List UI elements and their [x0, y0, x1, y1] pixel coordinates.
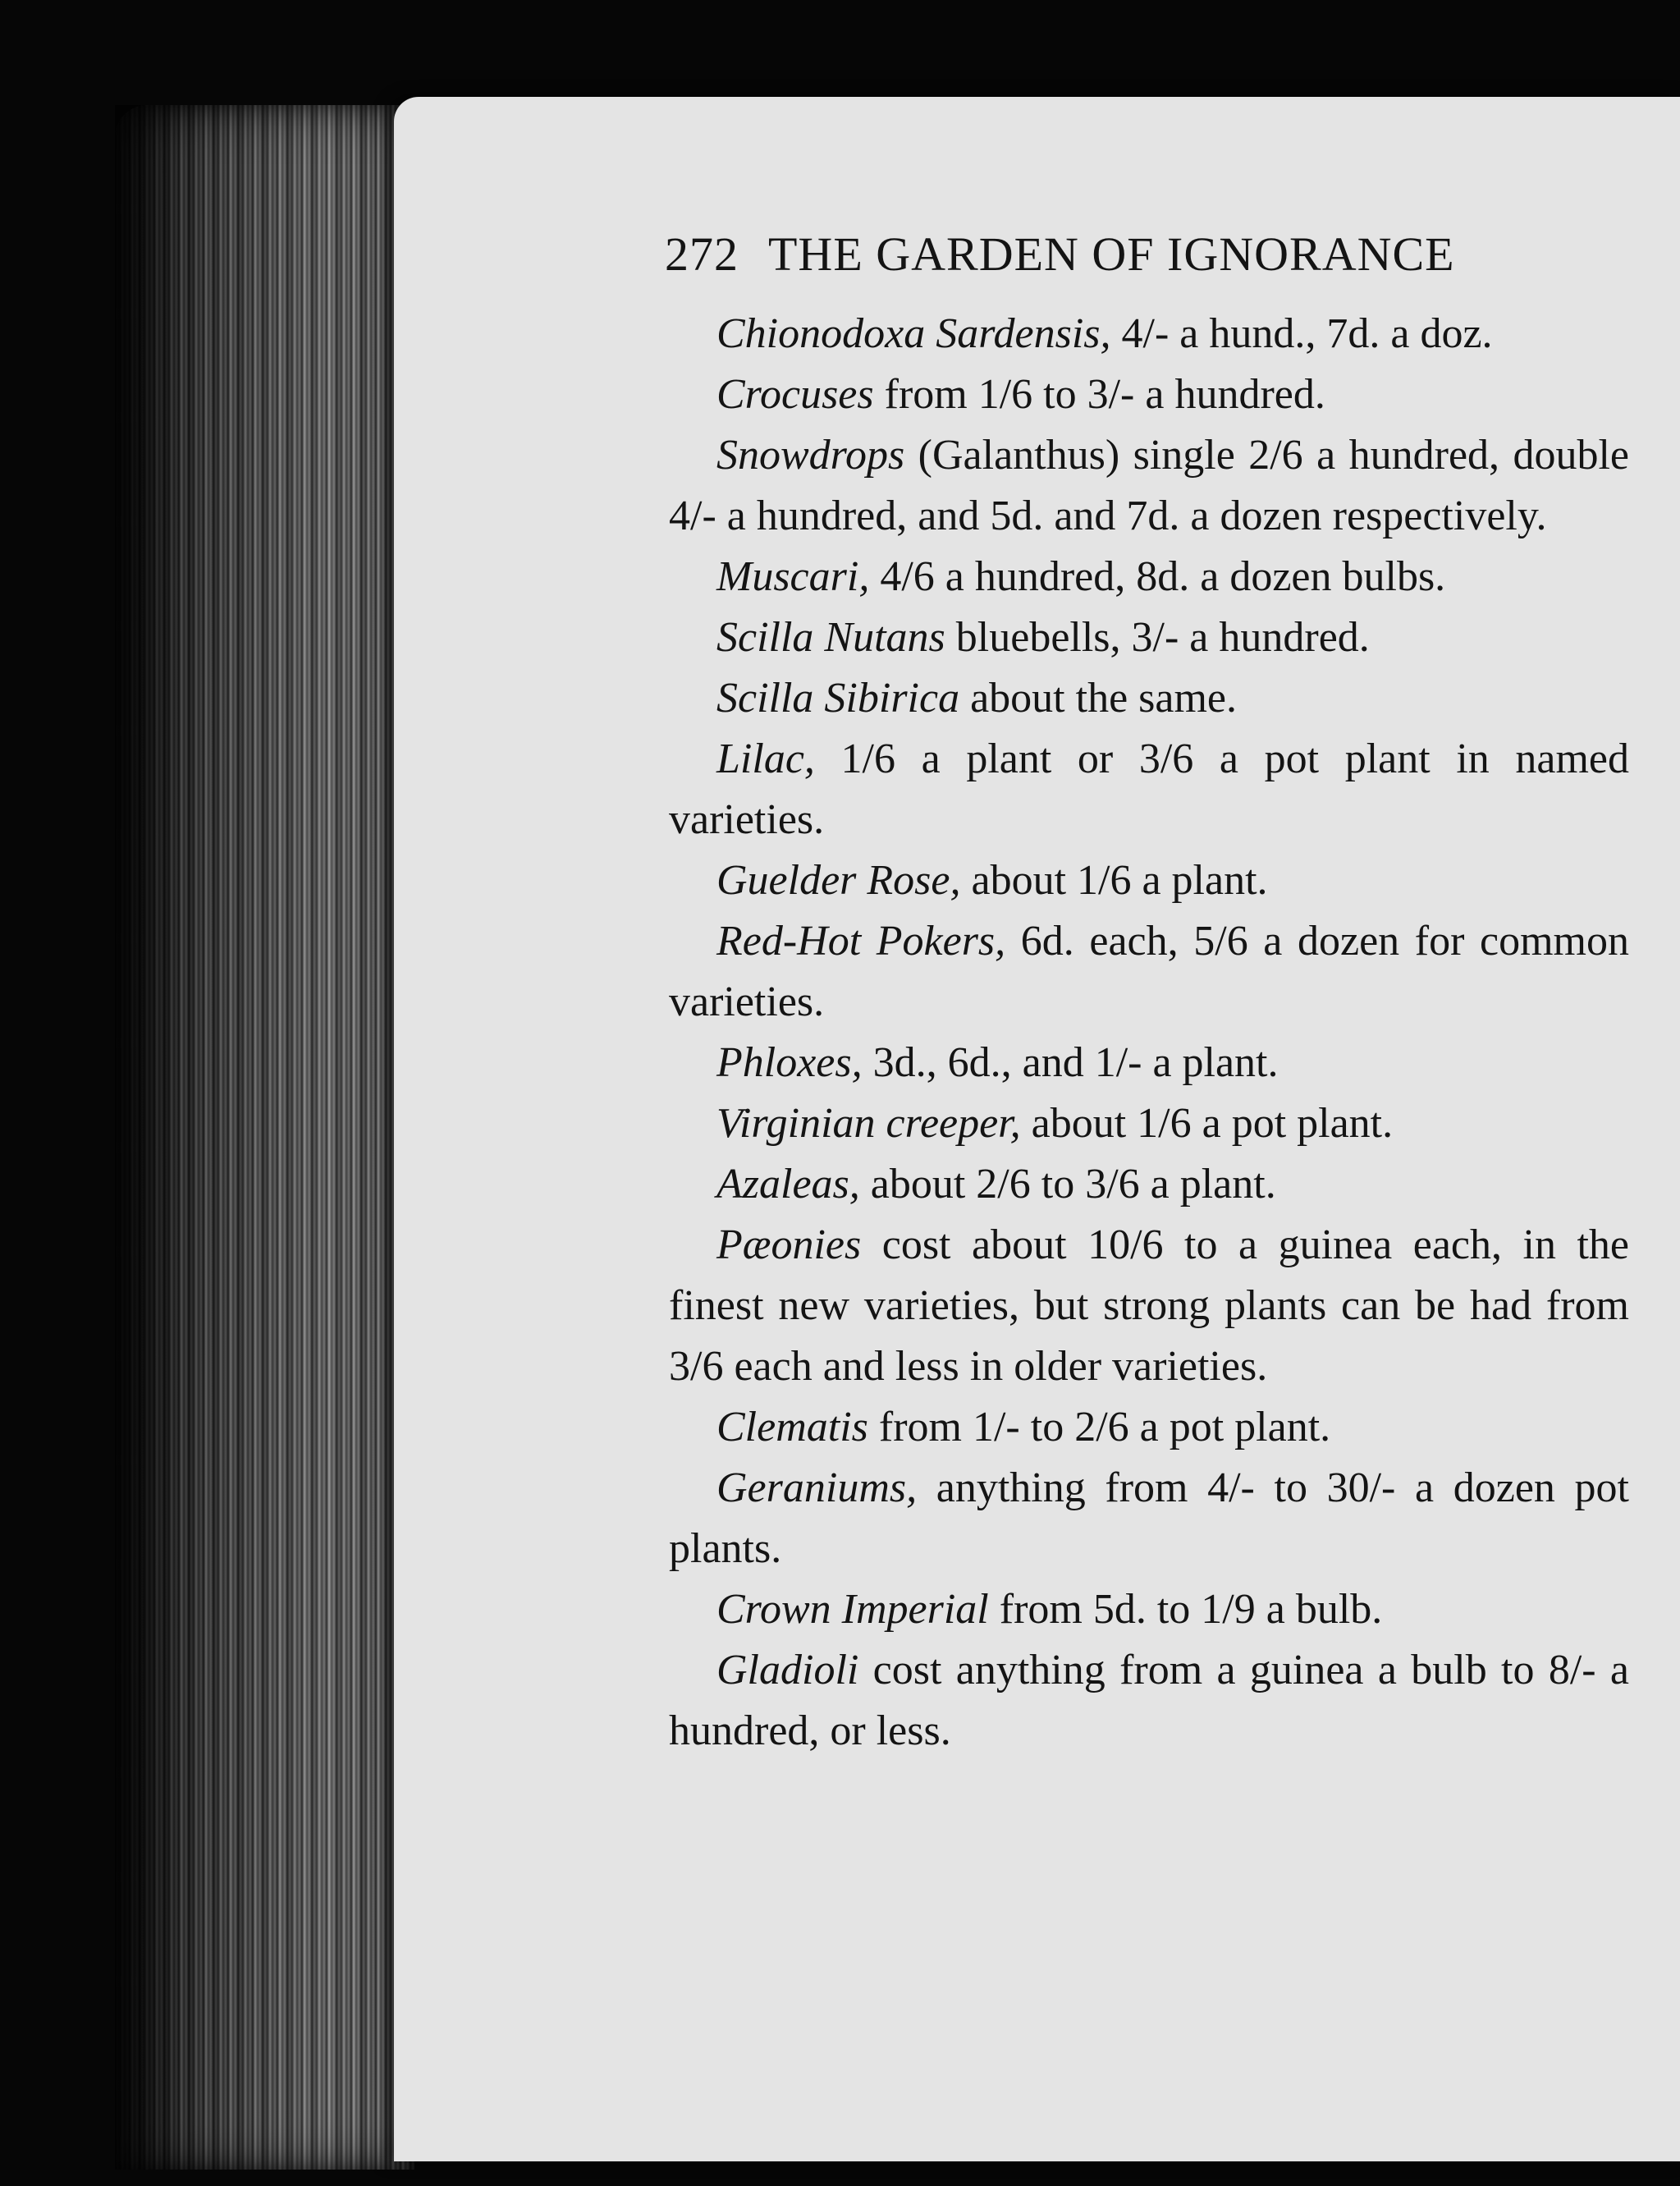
price-text: cost anything from a guinea a bulb to 8/- a hundred, or less.: [669, 1647, 1629, 1754]
price-text: cost about 10/6 to a guinea each, in the finest new varieties, but strong plants can be had from 3/6 each and less in older varieties.: [669, 1221, 1629, 1390]
price-text: about the same.: [959, 675, 1237, 722]
plant-name: Pæonies: [716, 1221, 862, 1268]
price-entry: [669, 547, 1629, 607]
plant-name: Guelder Rose,: [716, 857, 961, 904]
plant-name: Virginian creeper,: [716, 1100, 1021, 1147]
price-entry: [669, 1093, 1629, 1154]
price-entry: [669, 364, 1629, 425]
price-entry: [669, 729, 1629, 850]
price-entry: [669, 668, 1629, 729]
plant-name: Chionodoxa Sardensis,: [716, 310, 1111, 357]
page-number: 272: [665, 227, 739, 281]
price-text: 4/6 a hundred, 8d. a dozen bulbs.: [869, 553, 1446, 600]
plant-name: Gladioli: [716, 1647, 859, 1693]
price-text: about 1/6 a plant.: [960, 857, 1268, 904]
price-entry: [669, 1397, 1629, 1458]
plant-name: Crocuses: [716, 371, 874, 418]
price-text: from 1/6 to 3/- a hundred.: [873, 371, 1325, 418]
book-page: [394, 97, 1680, 2161]
plant-name: Lilac,: [716, 736, 815, 782]
plant-name: Clematis: [716, 1404, 868, 1450]
plant-name: Scilla Nutans: [716, 614, 945, 661]
plant-name: Azaleas,: [716, 1161, 860, 1208]
price-entry: [669, 425, 1629, 547]
plant-name: Crown Imperial: [716, 1586, 989, 1633]
price-text: from 1/- to 2/6 a pot plant.: [867, 1404, 1331, 1450]
price-text: about 2/6 to 3/6 a plant.: [859, 1161, 1276, 1208]
price-entry: [669, 1579, 1629, 1640]
price-text: (Galanthus) single 2/6 a hundred, double 4/- a hundred, and 5d. and 7d. a dozen respectively.: [669, 432, 1629, 539]
page-edges: [115, 105, 414, 2170]
price-text: 4/- a hund., 7d. a doz.: [1110, 310, 1493, 357]
price-entry: [669, 850, 1629, 911]
price-entry: [669, 1640, 1629, 1762]
plant-name: Red-Hot Pokers,: [716, 918, 1006, 965]
price-text: anything from 4/- to 30/- a dozen pot plants.: [669, 1464, 1629, 1572]
running-title: THE GARDEN OF IGNORANCE: [768, 227, 1455, 281]
price-entry: [669, 911, 1629, 1033]
plant-name: Muscari,: [716, 553, 870, 600]
price-text: 1/6 a plant or 3/6 a pot plant in named varieties.: [669, 736, 1629, 843]
price-text: bluebells, 3/- a hundred.: [945, 614, 1370, 661]
plant-name: Scilla Sibirica: [716, 675, 960, 722]
price-entry: [669, 1215, 1629, 1397]
running-head: [665, 227, 1455, 282]
price-entry: [669, 1458, 1629, 1579]
page-body: [669, 304, 1629, 1762]
price-entry: [669, 1033, 1629, 1093]
plant-name: Phloxes,: [716, 1039, 863, 1086]
plant-name: Geraniums,: [716, 1464, 918, 1511]
price-text: 6d. each, 5/6 a dozen for common varieties.: [669, 918, 1629, 1025]
plant-name: Snowdrops: [716, 432, 905, 479]
price-entry: [669, 607, 1629, 668]
price-text: about 1/6 a pot plant.: [1020, 1100, 1394, 1147]
price-text: from 5d. to 1/9 a bulb.: [988, 1586, 1383, 1633]
price-text: 3d., 6d., and 1/- a plant.: [862, 1039, 1279, 1086]
price-entry: [669, 1154, 1629, 1215]
price-entry: [669, 304, 1629, 364]
